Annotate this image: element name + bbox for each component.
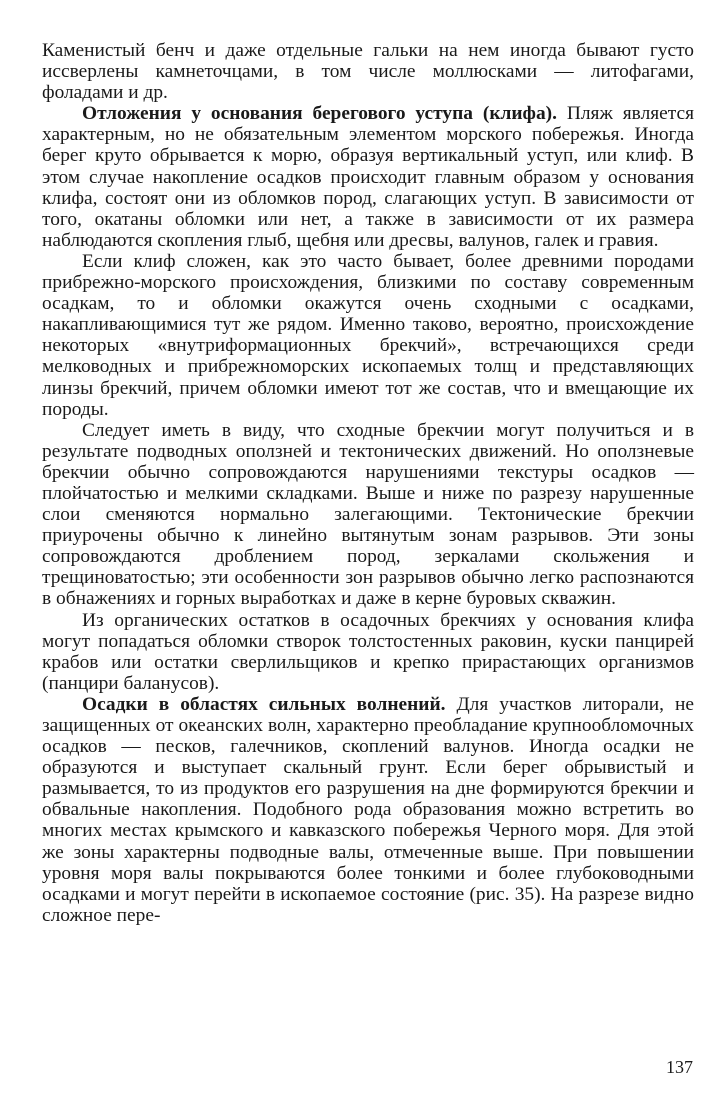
page-body	[42, 40, 694, 926]
paragraph-5-text: Из органических остатков в осадочных брекчиях у основания клифа могут попадаться обломки створок толстостенных раковин, куски панцирей крабов или остатки сверлильщиков и крепко прирастающих организмов (панцири баланусов).	[42, 609, 694, 694]
paragraph-3	[42, 251, 694, 420]
paragraph-2-heading: Отложения у основания берегового уступа (клифа).	[82, 103, 557, 125]
paragraph-3-text: Если клиф сложен, как это часто бывает, более древними породами прибрежно-морского происхождения, близкими по составу современным осадкам, то и обломки окажутся очень сходными с осадками, накапливающимися тут же рядом. Именно таково, вероятно, происхождение некоторых «внутриформационных брекчий», встречающихся среди мелководных и прибрежноморских ископаемых толщ и представляющих линзы брекчий, причем обломки имеют тот же состав, что и вмещающие их породы.	[42, 250, 694, 420]
paragraph-6-text: Для участков литорали, не защищенных от океанских волн, характерно преобладание крупнообломочных осадков — песков, галечников, скоплений валунов. Иногда осадки не образуются и выступает скальный грунт. Если берег обрывистый и размывается, то из продуктов его разрушения на дне формируются брекчии и обвальные накопления. Подобного рода образования можно встретить во многих местах крымского и кавказского побережья Черного моря. Для этой же зоны характерны подводные валы, отмеченные выше. При повышении уровня моря валы покрываются более тонкими и более глубоководными осадками и могут перейти в ископаемое состояние (рис. 35). На разрезе видно сложное пере-	[42, 693, 694, 926]
paragraph-4	[42, 420, 694, 610]
paragraph-1-text: Каменистый бенч и даже отдельные гальки на нем иногда бывают густо иссверлены камнеточцами, в том числе моллюсками — литофагами, фоладами и др.	[42, 40, 694, 104]
paragraph-1	[42, 40, 694, 103]
paragraph-5	[42, 610, 694, 694]
paragraph-6	[42, 694, 694, 926]
paragraph-4-text: Следует иметь в виду, что сходные брекчии могут получиться и в результате подводных оползней и тектонических движений. Но оползневые брекчии обычно сопровождаются нарушениями текстуры осадков — плойчатостью и мелкими складками. Выше и ниже по разрезу нарушенные слои сменяются нормально залегающими. Тектонические брекчии приурочены обычно к линейно вытянутым зонам разрывов. Эти зоны сопровождаются дроблением пород, зеркалами скольжения и трещиноватостью; эти особенности зон разрывов обычно легко распознаются в обнажениях и горных выработках и даже в керне буровых скважин.	[42, 419, 694, 610]
paragraph-2-text: Пляж является характерным, но не обязательным элементом морского побережья. Иногда берег круто обрывается к морю, образуя вертикальный уступ, или клиф. В этом случае накопление осадков происходит главным образом у основания клифа, состоят они из обломков пород, слагающих уступ. В зависимости от того, окатаны обломки или нет, а также в зависимости от их размера наблюдаются скопления глыб, щебня или дресвы, валунов, галек и гравия.	[42, 103, 695, 251]
paragraph-6-heading: Осадки в областях сильных волнений.	[82, 693, 446, 715]
page-number: 137	[666, 1057, 693, 1077]
paragraph-2	[42, 103, 694, 251]
